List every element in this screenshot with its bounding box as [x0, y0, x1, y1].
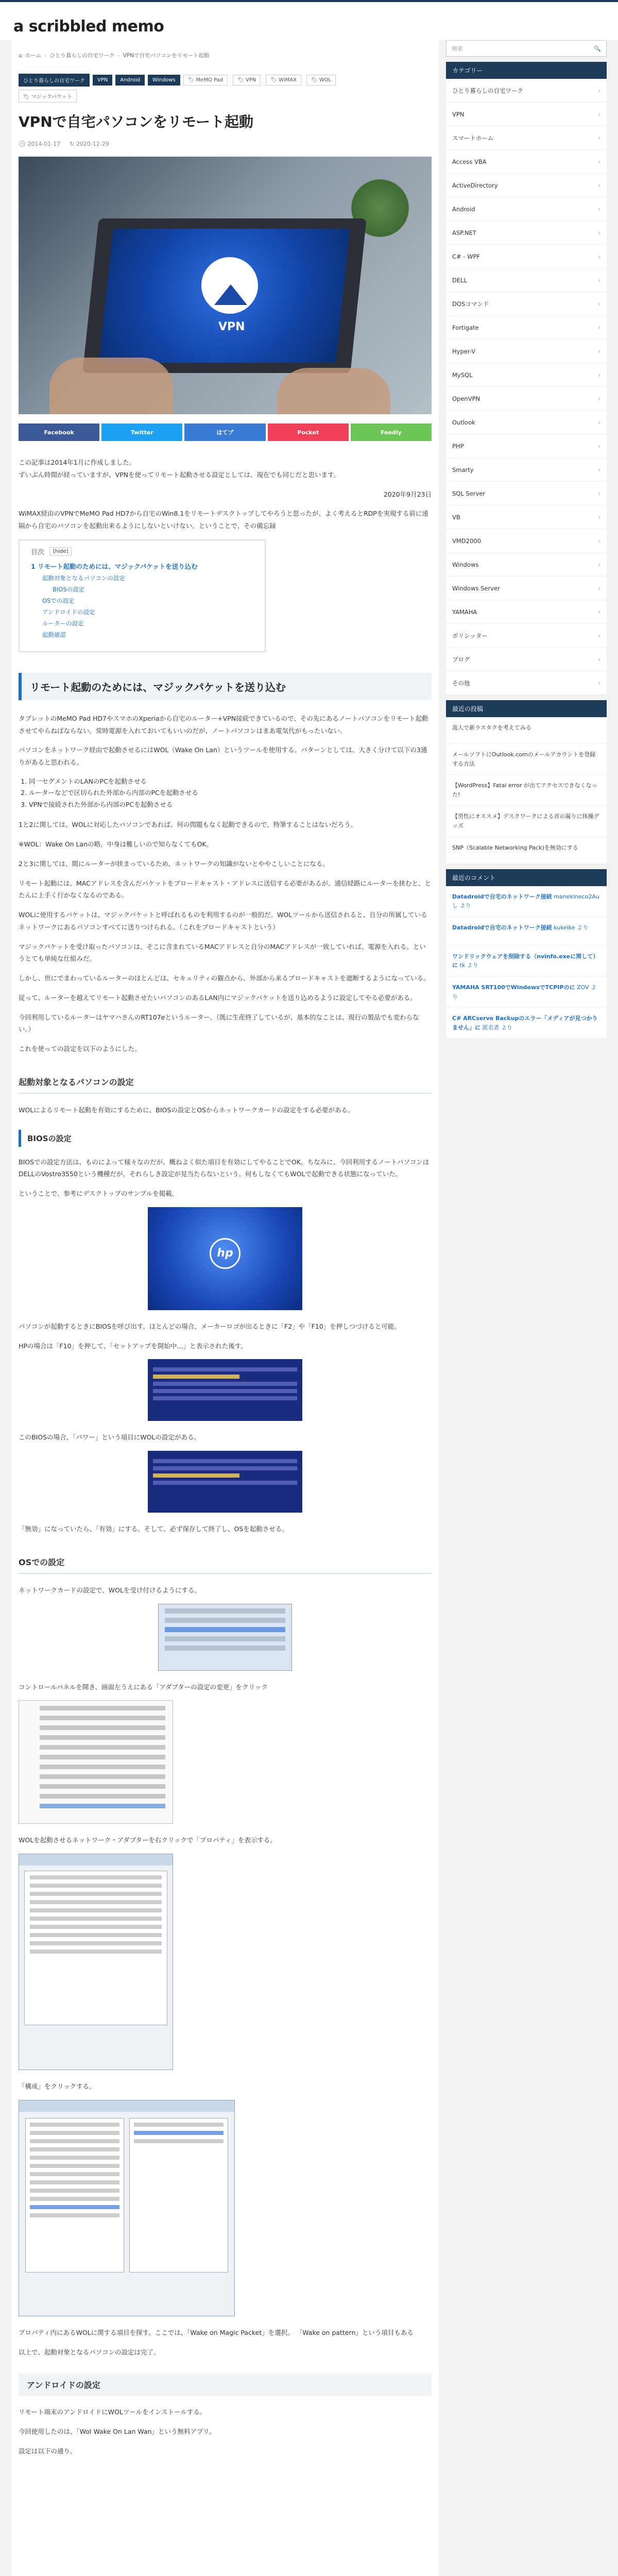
paragraph: リモート起動には、MACアドレスを含んだパケットをブロードキャスト・アドレスに送信する必要があるが、通信経路にルーターを挟むと、とたんに上手く行かなくなるのである。 — [19, 879, 431, 900]
breadcrumb-separator: › — [44, 52, 47, 59]
sidebar-category-label: Smarty — [452, 466, 474, 473]
chevron-right-icon: › — [598, 229, 600, 236]
comment-post-link[interactable]: C# ARCserve Backupのエラー「メディアが見つかりません」に — [452, 1015, 598, 1031]
recent-post-link[interactable]: 【男性にオススメ】デスクワークによる首の凝りに体操グッズ — [446, 806, 607, 837]
recent-comment-item — [446, 977, 607, 1008]
sidebar-category-label: C# - WPF — [452, 252, 480, 260]
sidebar-category-item[interactable] — [446, 340, 607, 363]
chevron-right-icon: › — [598, 324, 600, 331]
recent-post-link[interactable]: SNP（Scalable Networking Pack)を無効にする — [446, 837, 607, 864]
breadcrumb-home[interactable]: ホーム — [25, 53, 42, 59]
toc-item[interactable]: OSでの設定 — [42, 597, 75, 604]
breadcrumb-current: VPNで自宅パソコンをリモート起動 — [123, 53, 210, 59]
hp-logo-icon: hp — [210, 1238, 241, 1269]
sidebar-category-label: PHP — [452, 442, 464, 450]
date-note: 2020年9月23日 — [383, 490, 432, 498]
tag-link[interactable]: 🏷 VPN — [233, 75, 261, 86]
comment-author: manekineco2Auし より — [452, 893, 599, 909]
chevron-right-icon: › — [598, 110, 600, 118]
paragraph: 「無効」になっていたら、「有効」にする。そして、必ず保存して終了し、OSを起動させる。 — [19, 1525, 288, 1533]
search-input[interactable]: 検索 — [452, 45, 463, 52]
sidebar-category-item[interactable] — [446, 624, 607, 648]
paragraph: しかし、世にでまわっているルーターのほとんどは、セキュリティの観点から、外部から来るブロードキャストを遮断するようになっている。 — [19, 974, 430, 982]
bios-power-screenshot — [148, 1451, 302, 1513]
paragraph: パソコンが起動するときにBIOSを呼び出す。ほとんどの場合、メーカーロゴが出るときに「F2」や「F10」を押しつづけると可能。 — [19, 1322, 401, 1330]
sidebar-category-item[interactable] — [446, 505, 607, 529]
comment-author: kukeike より — [554, 924, 589, 931]
sidebar-category-label: VMD2000 — [452, 537, 481, 545]
table-of-contents — [19, 539, 266, 652]
chevron-right-icon: › — [598, 395, 600, 402]
chevron-right-icon: › — [598, 561, 600, 568]
paragraph: マジックパケットを受け取ったパソコンは、そこに含まれているMACアドレスと自分のMACアドレスが一致していれば、電源を入れる。というとても単純な仕組みだ。 — [19, 942, 426, 963]
category-badge[interactable]: ひとり暮らしの自宅ワーク — [19, 74, 90, 87]
sidebar-category-label: VPN — [452, 110, 465, 118]
toc-item[interactable]: アンドロイドの設定 — [42, 608, 95, 616]
sidebar-category-item[interactable] — [446, 577, 607, 600]
breadcrumb-separator: › — [117, 52, 120, 59]
breadcrumb — [19, 52, 432, 59]
sidebar-category-label: ASP.NET — [452, 229, 476, 236]
paragraph: このBIOSの場合、「パワー」という項目にWOLの設定がある。 — [19, 1433, 200, 1442]
chevron-right-icon: › — [598, 584, 600, 592]
site-header — [0, 0, 618, 40]
sidebar-category-label: Windows — [452, 561, 479, 568]
chevron-right-icon: › — [598, 181, 600, 189]
sidebar-category-item[interactable] — [446, 221, 607, 245]
tag-link[interactable]: 🏷 MeMO Pad — [183, 75, 228, 86]
paragraph: 設定は以下の通り。 — [19, 2447, 77, 2455]
list-item: 2. ルーターなどで区切られた外部から内部のPCを起動させる — [29, 787, 432, 799]
section-heading-android: アンドロイドの設定 — [19, 2374, 432, 2396]
sidebar-category-item[interactable] — [446, 411, 607, 434]
toc-item[interactable]: ルーターの設定 — [42, 619, 84, 627]
chevron-right-icon: › — [598, 371, 600, 379]
sidebar-category-item[interactable] — [446, 600, 607, 624]
intro-paragraph: この記事は2014年1月に作成しました。 ずいぶん時間が経っていますが、VPNを使ってリモート起動させる設定としては、現在でも同じだと思います。 — [19, 459, 340, 479]
updated-date: ↻ 2020-12-29 — [70, 141, 109, 147]
published-date: 🕒 2014-01-17 — [19, 141, 61, 147]
paragraph: WOLによるリモート起動を有効にするために、BIOSの設定とOSからネットワークカードの設定をする必要がある。 — [19, 1106, 354, 1114]
post-categories — [19, 74, 432, 87]
paragraph: プロパティ内にあるWOLに関する項目を探す。ここでは、「Wake on Magic Packet」を選択。 「Wake on pattern」という項目もある — [19, 2328, 414, 2336]
toc-item[interactable]: 起動確認 — [42, 631, 66, 638]
section-heading-os: OSでの設定 — [19, 1551, 432, 1574]
search-icon[interactable]: 🔍 — [594, 45, 601, 52]
search-box[interactable] — [446, 40, 607, 57]
section-heading-bios: BIOSの設定 — [19, 1130, 432, 1147]
page-wrap — [0, 40, 618, 2576]
sidebar-category-label: Windows Server — [452, 584, 500, 592]
tag-icon: 🏷 — [187, 77, 196, 83]
comment-post-link[interactable]: Datadroidで自宅のネットワーク接続 — [452, 924, 552, 931]
tag-icon: 🏷 — [237, 77, 246, 83]
paragraph: WOLに使用するパケットは、マジックパケットと呼ばれるものを利用するのが一般的だ。WOLツールから送信されると、自分の所属しているネットワークにあるパソコンすべてに送りつけられる。（これをブロードキャストという） — [19, 911, 427, 931]
section-heading-magic: リモート起動のためには、マジックパケットを送り込む — [19, 673, 432, 700]
recent-comment-item — [446, 917, 607, 946]
list-item: 3. VPNで接続された外部から内部のPCを起動させる — [29, 799, 432, 811]
sidebar-category-item[interactable] — [446, 245, 607, 268]
chevron-right-icon: › — [598, 442, 600, 450]
chevron-right-icon: › — [598, 632, 600, 639]
site-title[interactable]: a scribbled memo — [13, 18, 164, 36]
share-hatena-button[interactable]: はてブ — [184, 423, 265, 441]
category-badge[interactable]: VPN — [93, 75, 112, 86]
recent-comment-item — [446, 1008, 607, 1039]
sidebar-category-label: Outlook — [452, 418, 475, 426]
share-buttons — [19, 423, 432, 441]
category-badge[interactable]: Android — [115, 75, 145, 86]
sidebar-category-label: Hyper-V — [452, 347, 476, 355]
tag-icon: 🏷 — [270, 77, 279, 83]
control-panel-screenshot — [158, 1604, 292, 1671]
chevron-right-icon: › — [598, 300, 600, 308]
paragraph: コントロールパネルを開き、画面左うえにある「アダプターの設定の変更」をクリック — [19, 1683, 268, 1691]
share-feedly-button[interactable]: Feedly — [351, 423, 432, 441]
sidebar-category-item[interactable] — [446, 458, 607, 482]
sidebar-category-label: YAMAHA — [452, 608, 477, 616]
recent-post-link[interactable]: 【WordPress】Fatal error が出てアクセスできなくなった! — [446, 775, 607, 806]
chevron-right-icon: › — [598, 205, 600, 213]
sidebar-category-item[interactable] — [446, 103, 607, 126]
comment-post-link[interactable]: Datadroidで自宅のネットワーク接続 — [452, 893, 552, 900]
sidebar-category-label: スマートホーム — [452, 134, 494, 142]
tag-icon: 🏷 — [311, 77, 319, 83]
sidebar-category-label: VB — [452, 513, 460, 521]
home-icon: ⌂ — [19, 52, 22, 59]
sidebar-category-item[interactable] — [446, 268, 607, 292]
hp-logo-screenshot — [148, 1207, 302, 1310]
wol-pattern-list — [19, 776, 432, 811]
sidebar-category-label: SQL Server — [452, 489, 486, 497]
post-title: VPNで自宅パソコンをリモート起動 — [19, 113, 253, 130]
sidebar-category-label: その他 — [452, 679, 470, 687]
chevron-right-icon: › — [598, 608, 600, 616]
post-tags — [183, 75, 336, 86]
list-item: 1. 同一セグメントのLANのPCを起動させる — [29, 776, 432, 788]
paragraph: 1と2に関しては、WOLに対応したパソコンであれば、何の問題もなく起動できるので、特筆することはないだろう。 — [19, 821, 357, 829]
sidebar-category-item[interactable] — [446, 126, 607, 150]
comment-author: 匿名者 より — [482, 1024, 512, 1031]
chevron-right-icon: › — [598, 679, 600, 687]
clock-icon: 🕒 — [19, 141, 28, 147]
recent-posts-widget — [446, 717, 607, 864]
paragraph: ネットワークカードの設定で、WOLを受け付けるようにする。 — [19, 1586, 201, 1594]
sidebar-category-item[interactable] — [446, 648, 607, 671]
paragraph: 2と3に関しては、間にルーターが挟まっているため、ネットワークの知識がないとややこしいことになる。 — [19, 859, 329, 868]
paragraph: 「構成」をクリックする。 — [19, 2082, 96, 2090]
chevron-right-icon: › — [598, 466, 600, 473]
hand-illustration — [277, 368, 390, 414]
recent-post-link[interactable]: メールソフトにOutlook.comのメールアカウントを登録する方法 — [446, 744, 607, 775]
post-dates — [19, 141, 432, 147]
sidebar-category-label: Android — [452, 205, 475, 213]
breadcrumb-category[interactable]: ひとり暮らしの自宅ワーク — [49, 53, 115, 59]
recent-comments-widget — [446, 886, 607, 1039]
paragraph: 今回利用しているルーターはヤマハさんのRT107eというルーター。（既に生産終了しているが、基本的なことは、現行の製品でも変わらない。） — [19, 1013, 419, 1033]
share-facebook-button[interactable]: Facebook — [19, 423, 99, 441]
tag-link[interactable]: 🏷 WiMAX — [266, 75, 301, 86]
paragraph: 今回使用したのは、「Wol Wake On Lan Wan」という無料アプリ。 — [19, 2428, 216, 2435]
tag-link[interactable]: 🏷 マジックパケット — [19, 90, 77, 103]
chevron-right-icon: › — [598, 418, 600, 426]
hero-image — [19, 157, 432, 414]
sidebar-category-label: Access VBA — [452, 158, 487, 165]
sidebar-category-label: DELL — [452, 276, 467, 284]
sidebar-category-label: ActiveDirectory — [452, 181, 498, 189]
chevron-right-icon: › — [598, 276, 600, 284]
sidebar-category-item[interactable] — [446, 79, 607, 103]
recent-comment-item — [446, 946, 607, 977]
sidebar-category-item[interactable] — [446, 387, 607, 411]
refresh-icon: ↻ — [70, 141, 76, 147]
tag-icon: 🏷 — [23, 94, 31, 100]
toc-title: 目次 — [31, 548, 45, 556]
sidebar-category-label: ポリシッター — [452, 632, 488, 639]
sidebar-category-label: ブログ — [452, 655, 470, 663]
toc-item[interactable]: BIOSの設定 — [53, 585, 85, 593]
chevron-right-icon: › — [598, 134, 600, 142]
paragraph: 以上で、起動対象となるパソコンの設定は完了。 — [19, 2348, 160, 2356]
sidebar-category-label: Fortigate — [452, 324, 479, 331]
paragraph: WOLを起動させるネットワーク・アダプターを右クリックで「プロパティ」を表示する。 — [19, 1836, 277, 1844]
context-menu-screenshot — [19, 1700, 173, 1824]
toc-item[interactable]: 1 リモート起動のためには、マジックパケットを送り込む — [31, 562, 198, 570]
chevron-right-icon: › — [598, 513, 600, 521]
advanced-tab-screenshot — [19, 2100, 235, 2316]
paragraph: リモート端末のアンドロイドにWOLツールをインストールする。 — [19, 2408, 207, 2416]
categories-widget — [446, 79, 607, 695]
toc-header — [31, 547, 253, 556]
chevron-right-icon: › — [598, 87, 600, 94]
sidebar-category-item[interactable] — [446, 197, 607, 221]
chevron-right-icon: › — [598, 537, 600, 545]
paragraph: パソコンをネットワーク経由で起動させるにはWOL（Wake On Lan）というツールを使用する。パターンとしては、大きく分けて以下の3通りがあると思われる。 — [19, 746, 427, 766]
comment-post-link[interactable]: YAMAHA SRT100でWindowsでTCPIPのに — [452, 984, 575, 991]
sidebar-category-item[interactable] — [446, 150, 607, 174]
hero-vpn-label: VPN — [218, 320, 245, 333]
categories-widget-title: カテゴリー — [446, 62, 607, 79]
sidebar-category-item[interactable] — [446, 316, 607, 340]
chevron-right-icon: › — [598, 347, 600, 355]
paragraph: ということで、参考にデスクトップのサンプルを掲載。 — [19, 1190, 179, 1197]
recent-post-link[interactable]: 流人で新ラスタクを考えてみる — [446, 717, 607, 744]
sidebar-category-item[interactable] — [446, 482, 607, 505]
sidebar-category-label: OpenVPN — [452, 395, 480, 402]
toc-item[interactable]: 起動対象となるパソコンの設定 — [42, 574, 125, 582]
sidebar-category-label: MySQL — [452, 371, 473, 379]
bios-screenshot — [148, 1359, 302, 1421]
tag-link[interactable]: 🏷 WOL — [306, 75, 336, 86]
paragraph: これを使っての設定を以下のようにした。 — [19, 1045, 141, 1053]
comment-post-link[interactable]: ワンドリックウェアを削除する（nvinfo.exeに関して） に — [452, 953, 599, 969]
recent-comments-title: 最近のコメント — [446, 869, 607, 886]
chevron-right-icon: › — [598, 489, 600, 497]
chevron-right-icon: › — [598, 252, 600, 260]
chevron-right-icon: › — [598, 655, 600, 663]
sidebar-category-item[interactable] — [446, 363, 607, 387]
share-pocket-button[interactable]: Pocket — [268, 423, 349, 441]
intro-paragraph-2: WiMAX経由のVPNでMeMO Pad HD7から自宅のWin8.1をリモートデスクトップしてやろうと思ったが、よく考えるとRDPを実現する前に遠隔から自宅のパソコンを起動出来るようにしないといけない。ということで、その備忘録 — [19, 510, 428, 530]
sidebar — [446, 40, 607, 1039]
sidebar-category-label: ひとり暮らしの自宅ワーク — [452, 87, 523, 94]
sidebar-category-item[interactable] — [446, 174, 607, 197]
category-badge[interactable]: Windows — [148, 75, 180, 86]
recent-posts-title: 最近の投稿 — [446, 700, 607, 717]
toc-hide-toggle[interactable]: [hide] — [49, 547, 72, 556]
share-twitter-button[interactable]: Twitter — [101, 423, 182, 441]
hand-illustration — [49, 358, 173, 414]
chevron-right-icon: › — [598, 158, 600, 165]
sidebar-category-item[interactable] — [446, 671, 607, 695]
recent-comment-item — [446, 886, 607, 917]
vpn-mountain-icon — [214, 284, 247, 305]
paragraph: ※WOL：Wake On Lanの略。中身は難しいので知らなくてもOK。 — [19, 840, 213, 848]
sidebar-category-label: DOSコマンド — [452, 300, 489, 308]
comment-author: tk より — [459, 962, 478, 969]
sidebar-category-item[interactable] — [446, 529, 607, 553]
sidebar-category-item[interactable] — [446, 292, 607, 316]
main-content — [11, 40, 439, 2576]
paragraph: HPの場合は「F10」を押して、「セットアップを開始中…」と表示された後す。 — [19, 1342, 247, 1350]
toc-number-icon: 1 — [31, 562, 38, 570]
sidebar-category-item[interactable] — [446, 434, 607, 458]
adapter-properties-screenshot — [19, 1854, 173, 2070]
paragraph: 従って、ルーターを越えてリモート起動させたいパソコンのあるLAN内にマジックパケットを送り込めるように設定してやる必要がある。 — [19, 993, 417, 1002]
comment-author: ZOV より — [452, 984, 596, 1000]
sidebar-category-item[interactable] — [446, 553, 607, 577]
section-heading-target: 起動対象となるパソコンの設定 — [19, 1071, 432, 1094]
paragraph: BIOSでの設定方法は、ものによって様々なのだが、概ねよく似た項目を有効にしてやることでOK。ちなみに、今回利用するノートパソコンはDELLのVostro3550という機種だが、それらしき設定が見当たらないという。何もしなくてもWOLで起動できる状態になっていた。 — [19, 1158, 430, 1178]
paragraph: タブレットのMeMO Pad HD7やスマホのXperiaから自宅のルーター+VPN接続できているので、その先にあるノートパソコンをリモート起動させてやらねばならない。常時電源を入れておいてもいいのだが、ノートパソコンはまあ電気代がもったいない。 — [19, 714, 428, 735]
